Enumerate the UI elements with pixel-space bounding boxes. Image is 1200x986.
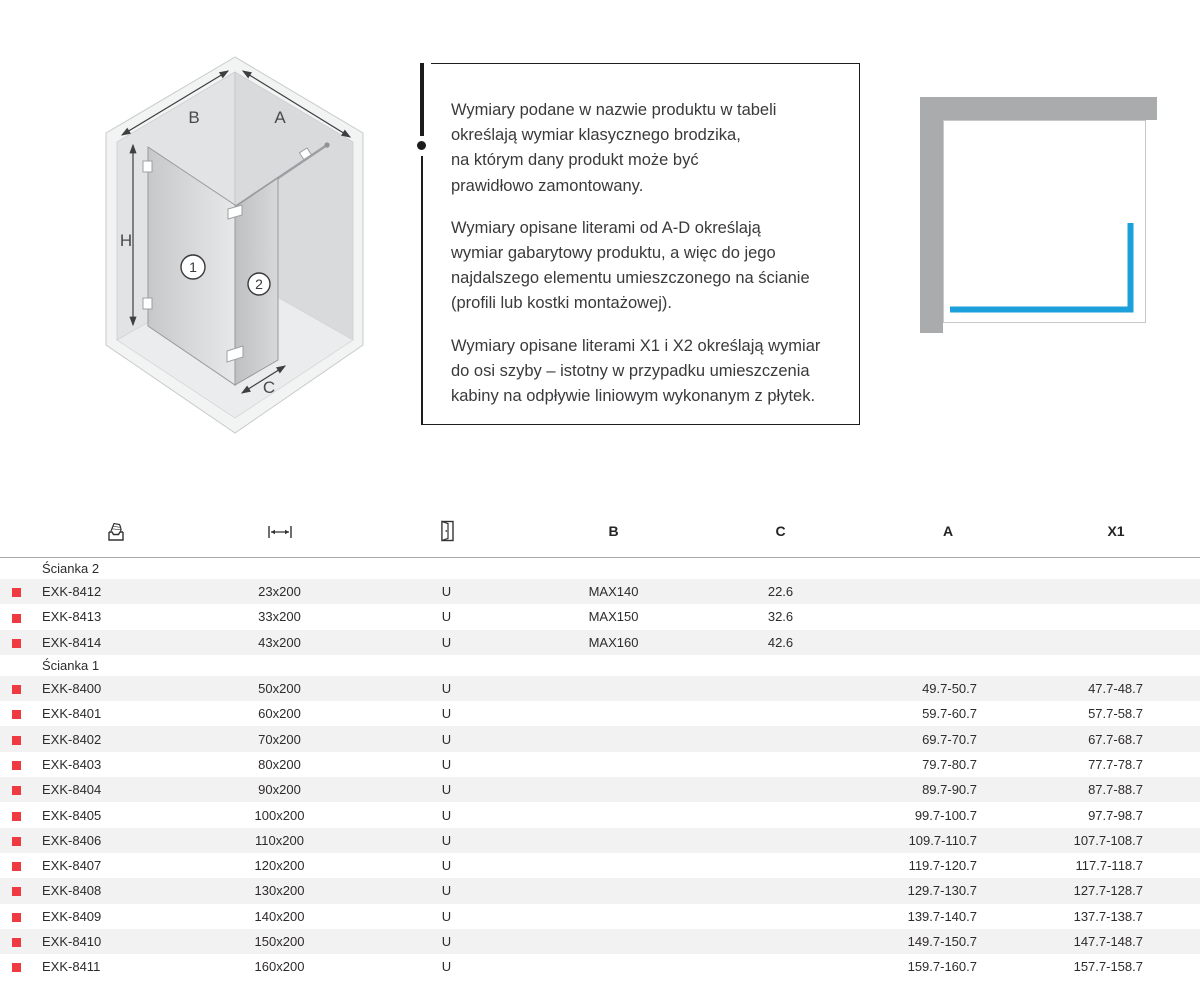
cell-x1: 147.7-148.7 <box>1073 934 1143 949</box>
cell-x1: 117.7-118.7 <box>1075 858 1143 874</box>
red-square-marker <box>12 938 21 947</box>
cell-c <box>697 828 864 853</box>
text-line: najdalszego elementu umieszczonego na ścianie <box>451 269 810 288</box>
product-box-icon <box>104 519 128 543</box>
red-square-marker <box>12 963 21 972</box>
text-line: prawidłowo zamontowany. <box>451 176 644 195</box>
cell-code: EXK-8406 <box>42 832 102 848</box>
cell-a <box>864 579 1032 604</box>
cell-marker <box>0 904 36 929</box>
cell-c <box>697 878 864 903</box>
cell-marker <box>0 828 36 853</box>
wall-clamp-bottom <box>143 298 152 309</box>
table-row <box>0 802 1200 827</box>
section-title: Ścianka 2 <box>42 561 100 576</box>
cell-a: 79.7-80.7 <box>922 756 977 772</box>
callout-left-border <box>421 156 423 425</box>
cell-marker <box>0 579 36 604</box>
cell-b <box>530 878 697 903</box>
section-title: Ścianka 1 <box>42 657 100 673</box>
callout-paragraph-3 <box>451 334 833 410</box>
cell-door: U <box>441 731 452 747</box>
header-label-X1: X1 <box>1107 523 1125 539</box>
cell-a <box>864 630 1032 655</box>
cell-size: 70x200 <box>258 731 301 747</box>
header-label-A: A <box>942 523 954 539</box>
callout-paragraph-2 <box>451 216 833 317</box>
glass-line-horizontal <box>950 307 1134 313</box>
cell-code: EXK-8400 <box>42 681 102 697</box>
part-marker-1-number: 1 <box>189 259 197 275</box>
cell-b <box>530 726 697 751</box>
cell-x1: 47.7-48.7 <box>1088 681 1143 697</box>
cell-a: 119.7-120.7 <box>908 858 977 874</box>
table-row <box>0 604 1200 629</box>
cell-code: EXK-8404 <box>42 782 102 798</box>
cell-size: 100x200 <box>254 807 305 823</box>
cell-a: 109.7-110.7 <box>908 832 977 848</box>
cell-door: U <box>441 959 452 975</box>
width-dimension-icon <box>267 524 293 540</box>
cell-x1: 87.7-88.7 <box>1088 782 1143 798</box>
wall-clamp-top <box>143 161 152 172</box>
cell-door: U <box>441 807 452 823</box>
cell-code: EXK-8409 <box>42 908 102 924</box>
cell-b <box>530 752 697 777</box>
cell-marker <box>0 878 36 903</box>
cell-size: 130x200 <box>254 883 305 899</box>
table-row <box>0 726 1200 751</box>
cell-c <box>697 676 864 701</box>
cell-marker <box>0 802 36 827</box>
cell-marker <box>0 954 36 979</box>
cell-c <box>697 726 864 751</box>
cell-x1: 67.7-68.7 <box>1088 731 1143 747</box>
red-square-marker <box>12 862 21 871</box>
header-door-col <box>363 505 530 558</box>
red-square-marker <box>12 588 21 597</box>
red-square-marker <box>12 639 21 648</box>
wall-top <box>920 97 1157 120</box>
dim-label-C: C <box>262 378 276 397</box>
table-row <box>0 853 1200 878</box>
text-line: (profili lub kostki montażowej). <box>451 294 672 313</box>
cell-code: EXK-8414 <box>42 634 102 650</box>
table-section-row <box>0 655 1200 676</box>
cell-b <box>530 676 697 701</box>
table-row <box>0 676 1200 701</box>
spec-table <box>0 505 1200 979</box>
red-square-marker <box>12 761 21 770</box>
red-square-marker <box>12 736 21 745</box>
cell-door: U <box>441 584 452 600</box>
cell-c <box>697 929 864 954</box>
callout-text <box>421 64 859 409</box>
cell-x1: 127.7-128.7 <box>1073 883 1143 899</box>
cell-size: 120x200 <box>254 858 305 874</box>
cell-marker <box>0 630 36 655</box>
cell-code: EXK-8407 <box>42 858 102 874</box>
cell-b <box>530 701 697 726</box>
table-row <box>0 929 1200 954</box>
dim-label-H: H <box>119 231 133 250</box>
red-square-marker <box>12 685 21 694</box>
cell-c <box>697 853 864 878</box>
cell-size: 150x200 <box>254 934 305 949</box>
table-row <box>0 701 1200 726</box>
text-line: kabiny na odpływie liniowym wykonanym z płytek. <box>451 387 816 406</box>
cell-door: U <box>441 883 452 899</box>
cell-b: MAX150 <box>588 609 639 625</box>
shower-tray-outline <box>944 121 1146 323</box>
dim-label-B: B <box>188 108 200 127</box>
text-line: na którym dany produkt może być <box>451 151 699 170</box>
cell-door: U <box>441 934 452 949</box>
cell-b <box>530 777 697 802</box>
table-row <box>0 630 1200 655</box>
table-row <box>0 777 1200 802</box>
header-label-B: B <box>608 523 619 539</box>
cell-marker <box>0 929 36 954</box>
cell-door: U <box>441 832 452 848</box>
cell-code: EXK-8403 <box>42 756 102 772</box>
text-line: do osi szyby – istotny w przypadku umieszczenia <box>451 361 810 380</box>
cell-size: 110x200 <box>255 832 304 848</box>
cell-marker <box>0 701 36 726</box>
cell-marker <box>0 676 36 701</box>
wall-left <box>920 97 943 333</box>
cell-door: U <box>441 782 452 798</box>
text-line: Wymiary podane w nazwie produktu w tabeli <box>451 101 777 119</box>
isometric-shower-diagram <box>100 33 370 443</box>
spec-table-section <box>0 505 1200 979</box>
table-row <box>0 579 1200 604</box>
cell-c <box>697 752 864 777</box>
header-marker-col <box>0 505 36 558</box>
cell-size: 160x200 <box>254 959 305 975</box>
red-square-marker <box>12 710 21 719</box>
header-label-C: C <box>775 523 786 539</box>
table-header-row <box>0 505 1200 558</box>
cell-a: 159.7-160.7 <box>907 959 977 975</box>
cell-door: U <box>441 681 452 697</box>
cell-door: U <box>441 634 452 650</box>
cell-b: MAX140 <box>588 584 639 600</box>
cell-b <box>530 828 697 853</box>
cell-a: 49.7-50.7 <box>922 681 977 697</box>
cell-marker <box>0 726 36 751</box>
cell-code: EXK-8413 <box>42 609 102 625</box>
red-square-marker <box>12 913 21 922</box>
cell-c <box>697 701 864 726</box>
cell-x1: 77.7-78.7 <box>1088 756 1143 772</box>
cell-door: U <box>441 756 452 772</box>
text-line: określają wymiar klasycznego brodzika, <box>451 126 741 145</box>
cell-c: 32.6 <box>767 609 794 625</box>
red-square-marker <box>12 614 21 623</box>
cell-a: 89.7-90.7 <box>922 782 977 798</box>
info-callout <box>421 63 860 425</box>
cell-x1: 157.7-158.7 <box>1073 959 1143 975</box>
cell-code: EXK-8408 <box>42 883 102 899</box>
text-line: wymiar gabarytowy produktu, a więc do jego <box>451 244 776 263</box>
cell-size: 90x200 <box>258 782 301 798</box>
cell-b <box>530 954 697 979</box>
text-line: Wymiary opisane literami od A-D określają <box>451 218 761 237</box>
glass-line-vertical <box>1128 223 1134 312</box>
cell-code: EXK-8411 <box>42 959 101 975</box>
cell-door: U <box>441 706 452 722</box>
cell-x1 <box>1032 630 1200 655</box>
part-marker-2-number: 2 <box>255 276 263 292</box>
red-square-marker <box>12 837 21 846</box>
cell-marker <box>0 777 36 802</box>
red-square-marker <box>12 887 21 896</box>
cell-size: 140x200 <box>254 908 305 924</box>
cell-a: 99.7-100.7 <box>914 807 977 823</box>
table-row <box>0 828 1200 853</box>
red-square-marker <box>12 786 21 795</box>
cell-size: 60x200 <box>258 706 301 722</box>
spec-table-body <box>0 558 1200 980</box>
cell-b <box>530 904 697 929</box>
callout-paragraph-1 <box>451 98 833 199</box>
cell-code: EXK-8412 <box>42 584 102 600</box>
cell-c <box>697 802 864 827</box>
cell-code: EXK-8410 <box>42 934 102 949</box>
cell-size: 43x200 <box>258 634 301 650</box>
cell-c <box>697 904 864 929</box>
cell-a: 129.7-130.7 <box>907 883 977 899</box>
cell-a: 149.7-150.7 <box>907 934 977 949</box>
callout-accent-bar <box>420 63 424 136</box>
cell-c: 22.6 <box>767 584 794 600</box>
table-row <box>0 954 1200 979</box>
cell-size: 50x200 <box>258 681 301 697</box>
cell-code: EXK-8405 <box>42 807 102 823</box>
dim-label-A: A <box>274 108 286 127</box>
cell-x1: 107.7-108.7 <box>1073 832 1143 848</box>
table-row <box>0 878 1200 903</box>
header-product-col <box>36 505 196 558</box>
table-row <box>0 904 1200 929</box>
text-line: Wymiary opisane literami X1 i X2 określają wymiar <box>451 336 821 355</box>
table-row <box>0 752 1200 777</box>
corner-plan-schematic <box>918 95 1163 340</box>
red-square-marker <box>12 812 21 821</box>
cell-size: 80x200 <box>258 756 301 772</box>
cell-x1: 137.7-138.7 <box>1073 908 1143 924</box>
cell-c: 42.6 <box>767 634 794 650</box>
cell-b <box>530 802 697 827</box>
cell-a <box>864 604 1032 629</box>
cell-c <box>697 777 864 802</box>
cell-marker <box>0 853 36 878</box>
cell-x1 <box>1032 579 1200 604</box>
cell-a: 69.7-70.7 <box>922 731 977 747</box>
cell-marker <box>0 752 36 777</box>
cell-b <box>530 853 697 878</box>
cell-a: 139.7-140.7 <box>907 908 977 924</box>
cell-a: 59.7-60.7 <box>922 706 977 722</box>
stabilizer-wall-mount <box>324 142 329 147</box>
cell-c <box>697 954 864 979</box>
cell-marker <box>0 604 36 629</box>
cell-x1: 97.7-98.7 <box>1088 807 1143 823</box>
cell-code: EXK-8402 <box>42 731 102 747</box>
cell-door: U <box>441 609 452 625</box>
door-icon <box>437 519 457 543</box>
cell-x1 <box>1032 604 1200 629</box>
cell-b <box>530 929 697 954</box>
cell-b: MAX160 <box>588 634 639 650</box>
cell-code: EXK-8401 <box>42 706 102 722</box>
cell-door: U <box>441 908 452 924</box>
cell-x1: 57.7-58.7 <box>1088 706 1143 722</box>
header-size-col <box>196 505 363 558</box>
table-section-row <box>0 558 1200 580</box>
cell-size: 33x200 <box>258 609 301 625</box>
callout-accent-dot <box>417 141 426 150</box>
cell-size: 23x200 <box>258 584 301 600</box>
cell-door: U <box>441 858 452 874</box>
